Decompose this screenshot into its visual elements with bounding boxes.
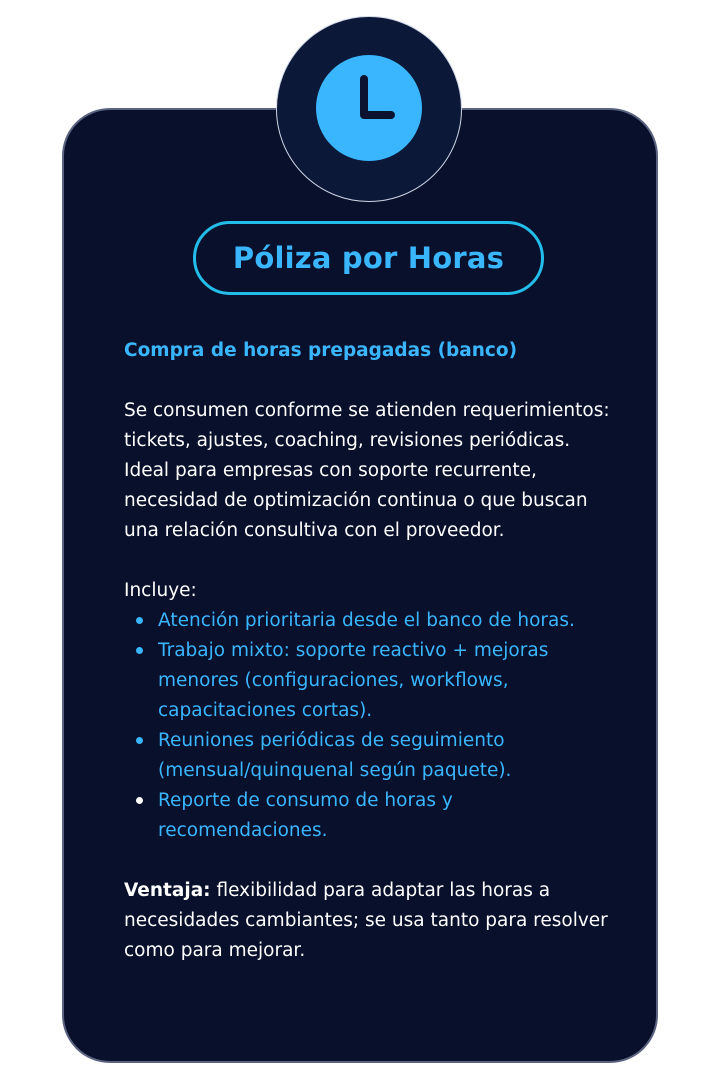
plan-description bbox=[124, 396, 624, 546]
advantage-line bbox=[124, 876, 624, 906]
list-item-text: Reuniones periódicas de seguimiento bbox=[158, 730, 505, 751]
benefits-list bbox=[124, 606, 624, 846]
list-item bbox=[124, 606, 624, 636]
bullet-dot-icon bbox=[136, 647, 143, 654]
clock-icon bbox=[316, 55, 422, 161]
list-item-text: Atención prioritaria desde el banco de horas. bbox=[158, 610, 575, 631]
list-item-text: (mensual/quinquenal según paquete). bbox=[158, 760, 512, 781]
bullet-dot-icon bbox=[136, 737, 143, 744]
description-line: una relación consultiva con el proveedor. bbox=[124, 520, 505, 541]
description-line: tickets, ajustes, coaching, revisiones periódicas. bbox=[124, 430, 571, 451]
list-item bbox=[124, 636, 624, 726]
description-line: Ideal para empresas con soporte recurrente, bbox=[124, 460, 537, 481]
advantage-line: necesidades cambiantes; se usa tanto para resolver bbox=[124, 910, 608, 931]
bullet-dot-icon bbox=[136, 797, 143, 804]
list-item-text: Reporte de consumo de horas y bbox=[158, 790, 453, 811]
list-item-text: menores (configuraciones, workflows, bbox=[158, 670, 509, 691]
plan-content bbox=[124, 336, 624, 966]
advantage-line: como para mejorar. bbox=[124, 940, 306, 961]
includes-label: Incluye: bbox=[124, 580, 197, 601]
advantage-text bbox=[124, 876, 624, 966]
advantage-label: Ventaja: bbox=[124, 880, 211, 901]
plan-subtitle: Compra de horas prepagadas (banco) bbox=[124, 340, 518, 361]
advantage-line-text: flexibilidad para adaptar las horas a bbox=[210, 880, 551, 901]
list-item-text: capacitaciones cortas). bbox=[158, 700, 373, 721]
list-item-text: recomendaciones. bbox=[158, 820, 328, 841]
list-item-text: Trabajo mixto: soporte reactivo + mejoras bbox=[158, 640, 549, 661]
description-line: necesidad de optimización continua o que buscan bbox=[124, 490, 588, 511]
list-item bbox=[124, 726, 624, 786]
bullet-dot-icon bbox=[136, 617, 143, 624]
description-line: Se consumen conforme se atienden requerimientos: bbox=[124, 400, 610, 421]
plan-title: Póliza por Horas bbox=[193, 221, 544, 295]
list-item bbox=[124, 786, 624, 846]
